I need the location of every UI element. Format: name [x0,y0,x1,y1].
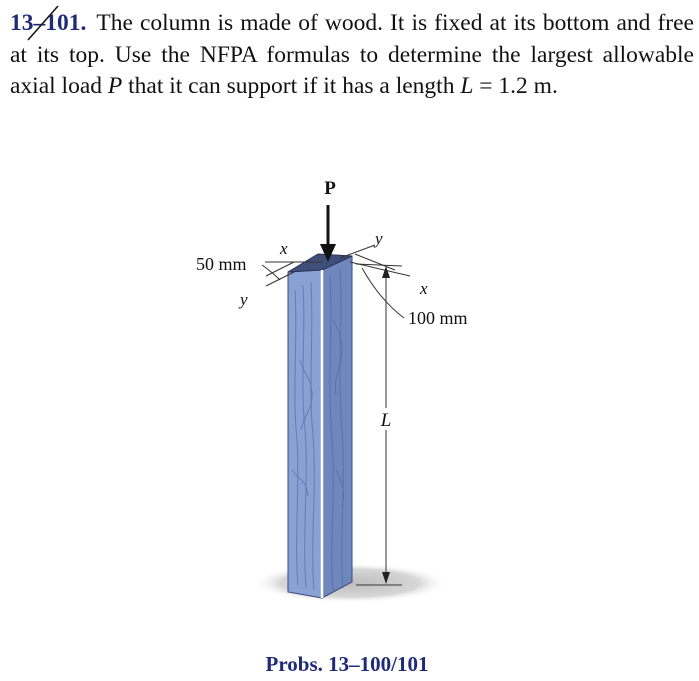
load-symbol: P [107,73,123,99]
width-dimension-leader [262,265,280,280]
axis-y-right-label: y [375,229,383,248]
width-dimension-label: 50 mm [196,254,247,274]
hand-drawn-slash-mark [28,6,58,40]
axis-y-left-label: y [240,290,248,309]
length-symbol: L [460,73,474,99]
depth-dimension-label: 100 mm [408,308,468,328]
column-side-face [322,256,352,598]
y-axis-line-right [340,245,375,258]
load-label: P [324,178,336,199]
figure-caption: Probs. 13–100/101 [265,652,429,676]
axis-x-left-label: x [280,239,288,258]
problem-text-part-1: The column is made of wood. It is fixed at its bottom and free at its top. Use the NFPA formulas to determine the largest allowable axial load [10,10,694,99]
equals-sign: = [473,73,499,99]
axis-x-right-label: x [420,279,428,298]
length-value: 1.2 m. [498,73,558,99]
problem-number: 13–101. [10,10,87,36]
length-dimension-label: L [380,410,392,431]
problem-text-part-2: that it can support if it has a length [122,73,461,99]
